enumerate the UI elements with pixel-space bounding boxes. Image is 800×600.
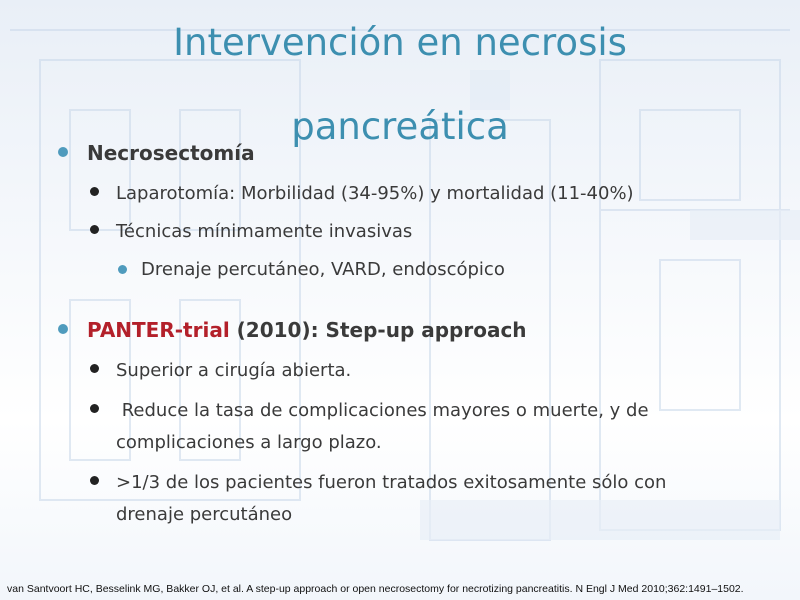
panter-trial-highlight: PANTER-trial — [87, 318, 230, 342]
bullet-icon — [58, 147, 68, 157]
list-item-text — [116, 467, 666, 531]
sub-list-item-text: Drenaje percutáneo, VARD, endoscópico — [141, 259, 505, 280]
bullet-icon — [90, 364, 99, 373]
citation-footnote: van Santvoort HC, Besselink MG, Bakker OJ, et al. A step-up approach or open necrosectomy for necrotizing pancreatitis. N Engl J Med 2010;362:1491–1502. — [7, 583, 744, 595]
bullet-icon — [58, 324, 68, 334]
list-item-text: Técnicas mínimamente invasivas — [116, 221, 413, 242]
list-item — [90, 355, 351, 387]
bullet-icon — [90, 404, 99, 413]
section-heading — [87, 318, 527, 342]
list-item — [90, 395, 649, 459]
bullet-icon — [118, 265, 127, 274]
list-item-text: Superior a cirugía abierta. — [116, 360, 352, 381]
section-heading-rest: (2010): Step-up approach — [229, 318, 527, 342]
list-item — [90, 216, 412, 248]
sub-list-item — [118, 259, 505, 280]
list-item-text: Laparotomía: Morbilidad (34-95%) y mortalidad (11-40%) — [116, 183, 634, 204]
bullet-icon — [90, 187, 99, 196]
section-heading: Necrosectomía — [87, 141, 255, 165]
list-item-line: complicaciones a largo plazo. — [116, 432, 382, 453]
bullet-panter-trial — [58, 318, 527, 342]
list-item — [90, 467, 666, 531]
title-line-1: Intervención en necrosis — [173, 21, 627, 64]
title-line-2: pancreática — [291, 105, 509, 148]
bullet-icon — [90, 225, 99, 234]
bullet-icon — [90, 476, 99, 485]
bullet-necrosectomia — [58, 141, 255, 165]
list-item-line: >1/3 de los pacientes fueron tratados exitosamente sólo con — [116, 472, 667, 493]
list-item-line: drenaje percutáneo — [116, 504, 293, 525]
list-item — [90, 178, 634, 210]
list-item-line: Reduce la tasa de complicaciones mayores o muerte, y de — [116, 400, 649, 421]
list-item-text — [116, 395, 649, 459]
